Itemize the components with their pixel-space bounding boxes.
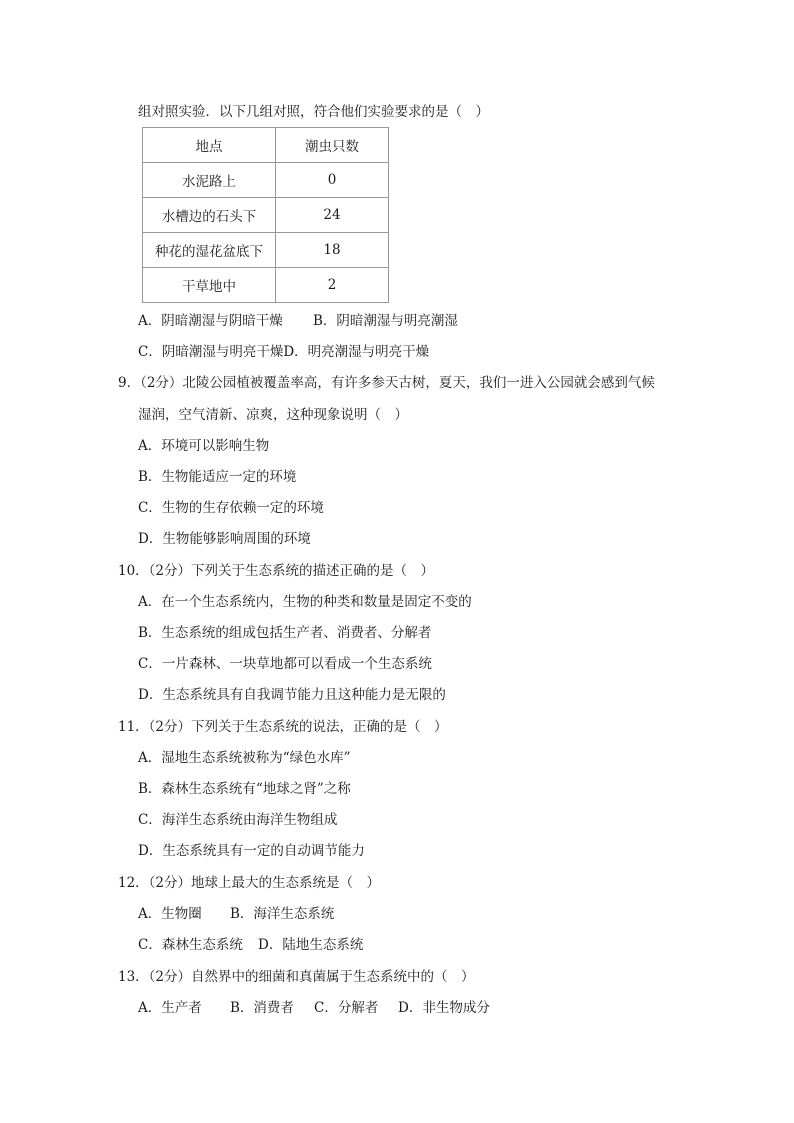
option-d: D．生态系统具有自我调节能力且这种能力是无限的 — [138, 687, 446, 703]
option-a: A．湿地生态系统被称为“绿色水库” — [138, 750, 351, 766]
question-8-intro: 组对照实验．以下几组对照，符合他们实验要求的是（ ） — [138, 104, 489, 120]
table-cell: 干草地中 — [143, 268, 276, 303]
question-12-options-row — [138, 935, 363, 955]
option-d: D．陆地生态系统 — [258, 937, 364, 953]
question-13-options-row — [138, 998, 490, 1018]
question-12-options-row — [138, 904, 334, 924]
option-c: C．阴暗潮湿与明亮干燥 — [138, 344, 284, 360]
table-header: 潮虫只数 — [276, 128, 389, 163]
table-cell: 0 — [276, 163, 389, 198]
data-table — [142, 127, 389, 303]
table-cell: 水槽边的石头下 — [143, 198, 276, 233]
option-d: D．生态系统具有一定的自动调节能力 — [138, 843, 365, 859]
question-8-options-row — [138, 342, 429, 362]
option-a: A．生物圈 — [138, 906, 202, 922]
question-10-stem: 10．（2分）下列关于生态系统的描述正确的是（ ） — [118, 563, 435, 579]
option-c: C．生物的生存依赖一定的环境 — [138, 500, 324, 516]
table-row — [143, 198, 389, 233]
table-cell: 水泥路上 — [143, 163, 276, 198]
table-cell: 种花的湿花盆底下 — [143, 233, 276, 268]
option-a: A．生产者 — [138, 1000, 202, 1016]
option-b: B．森林生态系统有“地球之肾”之称 — [138, 781, 351, 797]
option-b: B．生物能适应一定的环境 — [138, 469, 297, 485]
option-c: C．森林生态系统 — [138, 937, 243, 953]
option-b: B．生态系统的组成包括生产者、消费者、分解者 — [138, 625, 432, 641]
table-row — [143, 268, 389, 303]
option-a: A．阴暗潮湿与阴暗干燥 — [138, 313, 283, 329]
question-13-stem: 13．（2分）自然界中的细菌和真菌属于生态系统中的（ ） — [118, 969, 475, 985]
table-header-row — [143, 128, 389, 163]
option-b: B．阴暗潮湿与明亮潮湿 — [313, 313, 458, 329]
option-c: C．海洋生态系统由海洋生物组成 — [138, 812, 338, 828]
table-cell: 2 — [276, 268, 389, 303]
option-d: D．非生物成分 — [398, 1000, 490, 1016]
question-8-options-row — [138, 311, 458, 331]
option-d: D．生物能够影响周围的环境 — [138, 531, 311, 547]
option-a: A．在一个生态系统内，生物的种类和数量是固定不变的 — [138, 594, 472, 610]
table-cell: 18 — [276, 233, 389, 268]
option-c: C．一片森林、一块草地都可以看成一个生态系统 — [138, 656, 432, 672]
question-12-stem: 12．（2分）地球上最大的生态系统是（ ） — [118, 875, 381, 891]
option-c: C．分解者 — [314, 1000, 379, 1016]
question-11-stem: 11．（2分）下列关于生态系统的说法，正确的是（ ） — [118, 719, 448, 735]
option-b: B．消费者 — [230, 1000, 294, 1016]
question-9-stem-cont: 湿润，空气清新、凉爽，这种现象说明（ ） — [138, 407, 408, 423]
table-header: 地点 — [143, 128, 276, 163]
question-9-stem: 9．（2分）北陵公园植被覆盖率高，有许多参天古树，夏天，我们一进入公园就会感到气候 — [118, 375, 655, 391]
table-row — [143, 233, 389, 268]
table-cell: 24 — [276, 198, 389, 233]
option-a: A．环境可以影响生物 — [138, 438, 270, 454]
option-b: B．海洋生态系统 — [230, 906, 335, 922]
option-d: D．明亮潮湿与明亮干燥 — [283, 344, 430, 360]
table-row — [143, 163, 389, 198]
